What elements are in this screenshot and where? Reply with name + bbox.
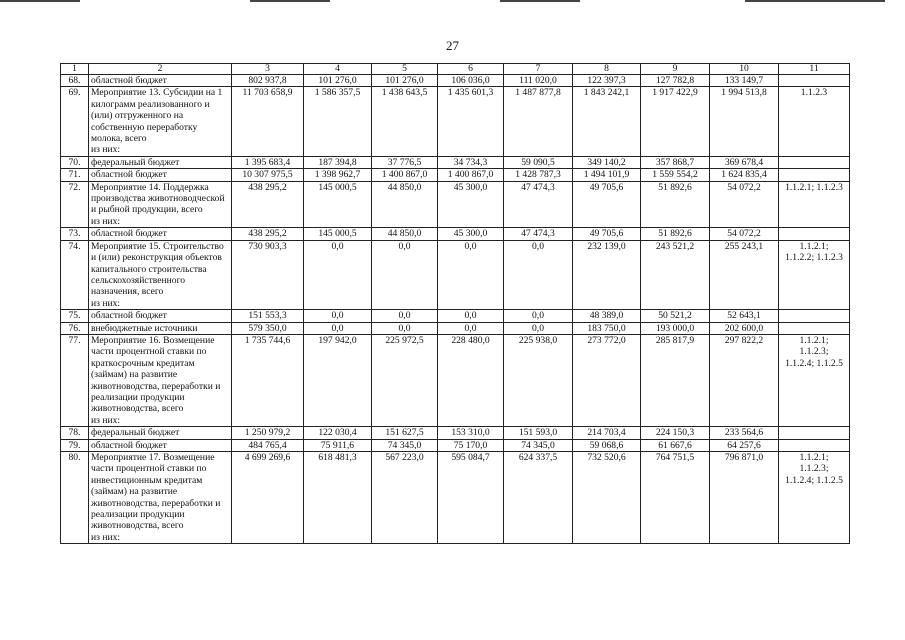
amount-cell: 51 892,6 xyxy=(641,181,710,228)
amount-cell: 0,0 xyxy=(438,322,504,334)
amount-cell: 127 782,8 xyxy=(641,75,710,87)
amount-cell: 1 559 554,2 xyxy=(641,169,710,181)
row-number-cell: 75. xyxy=(61,310,89,322)
table-row xyxy=(61,181,850,228)
amount-cell: 75 911,6 xyxy=(304,439,372,451)
amount-cell: 47 474,3 xyxy=(504,181,573,228)
amount-cell: 214 703,4 xyxy=(573,427,641,439)
indicator-code-cell xyxy=(779,322,850,334)
amount-cell: 438 295,2 xyxy=(232,228,304,240)
amount-cell: 579 350,0 xyxy=(232,322,304,334)
table-row xyxy=(61,240,850,309)
row-number-cell: 68. xyxy=(61,75,89,87)
column-header: 1 xyxy=(61,64,89,75)
amount-cell: 1 487 877,8 xyxy=(504,87,573,156)
activity-name-cell: Мероприятие 14. Поддержка производства животноводческой и рыбной продукции, всего из них: xyxy=(89,181,232,228)
indicator-code-cell: 1.1.2.1; 1.1.2.3; 1.1.2.4; 1.1.2.5 xyxy=(779,334,850,426)
row-number-cell: 70. xyxy=(61,156,89,168)
amount-cell: 796 871,0 xyxy=(710,452,779,544)
amount-cell: 1 398 962,7 xyxy=(304,169,372,181)
activity-name-cell: областной бюджет xyxy=(89,439,232,451)
amount-cell: 1 494 101,9 xyxy=(573,169,641,181)
table-body xyxy=(61,75,850,544)
amount-cell: 145 000,5 xyxy=(304,228,372,240)
activity-name-cell: Мероприятие 13. Субсидии на 1 килограмм реализованного и (или) отгруженного на собственную переработку молока, всего из них: xyxy=(89,87,232,156)
amount-cell: 151 553,3 xyxy=(232,310,304,322)
amount-cell: 11 703 658,9 xyxy=(232,87,304,156)
amount-cell: 225 938,0 xyxy=(504,334,573,426)
amount-cell: 45 300,0 xyxy=(438,228,504,240)
amount-cell: 202 600,0 xyxy=(710,322,779,334)
amount-cell: 122 030,4 xyxy=(304,427,372,439)
row-number-cell: 77. xyxy=(61,334,89,426)
amount-cell: 151 593,0 xyxy=(504,427,573,439)
amount-cell: 1 624 835,4 xyxy=(710,169,779,181)
table-row xyxy=(61,427,850,439)
amount-cell: 44 850,0 xyxy=(372,181,438,228)
amount-cell: 145 000,5 xyxy=(304,181,372,228)
row-number-cell: 71. xyxy=(61,169,89,181)
amount-cell: 0,0 xyxy=(438,310,504,322)
amount-cell: 1 843 242,1 xyxy=(573,87,641,156)
amount-cell: 1 917 422,9 xyxy=(641,87,710,156)
amount-cell: 101 276,0 xyxy=(304,75,372,87)
activity-name-cell: областной бюджет xyxy=(89,169,232,181)
amount-cell: 4 699 269,6 xyxy=(232,452,304,544)
amount-cell: 47 474,3 xyxy=(504,228,573,240)
amount-cell: 0,0 xyxy=(504,322,573,334)
column-header: 5 xyxy=(372,64,438,75)
amount-cell: 37 776,5 xyxy=(372,156,438,168)
budget-table xyxy=(60,63,850,544)
indicator-code-cell xyxy=(779,228,850,240)
amount-cell: 193 000,0 xyxy=(641,322,710,334)
amount-cell: 52 643,1 xyxy=(710,310,779,322)
column-header: 11 xyxy=(779,64,850,75)
amount-cell: 133 149,7 xyxy=(710,75,779,87)
amount-cell: 1 400 867,0 xyxy=(438,169,504,181)
column-header: 2 xyxy=(89,64,232,75)
table-row xyxy=(61,322,850,334)
table-row xyxy=(61,452,850,544)
amount-cell: 183 750,0 xyxy=(573,322,641,334)
amount-cell: 484 765,4 xyxy=(232,439,304,451)
amount-cell: 49 705,6 xyxy=(573,228,641,240)
activity-name-cell: областной бюджет xyxy=(89,228,232,240)
table-row xyxy=(61,87,850,156)
amount-cell: 357 868,7 xyxy=(641,156,710,168)
activity-name-cell: Мероприятие 16. Возмещение части процентной ставки по краткосрочным кредитам (займам) на развитие животноводства, переработки и реализации продукции животноводства, всего из них: xyxy=(89,334,232,426)
column-header: 3 xyxy=(232,64,304,75)
activity-name-cell: областной бюджет xyxy=(89,75,232,87)
row-number-cell: 78. xyxy=(61,427,89,439)
activity-name-cell: Мероприятие 15. Строительство и (или) реконструкция объектов капитального строительства сельскохозяйственного назначения, всего из них: xyxy=(89,240,232,309)
amount-cell: 228 480,0 xyxy=(438,334,504,426)
amount-cell: 802 937,8 xyxy=(232,75,304,87)
amount-cell: 1 395 683,4 xyxy=(232,156,304,168)
table-row xyxy=(61,334,850,426)
amount-cell: 75 170,0 xyxy=(438,439,504,451)
amount-cell: 74 345,0 xyxy=(504,439,573,451)
amount-cell: 122 397,3 xyxy=(573,75,641,87)
amount-cell: 59 090,5 xyxy=(504,156,573,168)
amount-cell: 44 850,0 xyxy=(372,228,438,240)
top-rule-right xyxy=(745,0,885,2)
row-number-cell: 73. xyxy=(61,228,89,240)
amount-cell: 1 438 643,5 xyxy=(372,87,438,156)
column-header: 8 xyxy=(573,64,641,75)
column-header: 10 xyxy=(710,64,779,75)
amount-cell: 111 020,0 xyxy=(504,75,573,87)
amount-cell: 595 084,7 xyxy=(438,452,504,544)
amount-cell: 273 772,0 xyxy=(573,334,641,426)
amount-cell: 106 036,0 xyxy=(438,75,504,87)
activity-name-cell: федеральный бюджет xyxy=(89,156,232,168)
amount-cell: 64 257,6 xyxy=(710,439,779,451)
amount-cell: 255 243,1 xyxy=(710,240,779,309)
amount-cell: 187 394,8 xyxy=(304,156,372,168)
table-row xyxy=(61,156,850,168)
page-number: 27 xyxy=(446,38,459,53)
amount-cell: 59 068,6 xyxy=(573,439,641,451)
amount-cell: 1 435 601,3 xyxy=(438,87,504,156)
amount-cell: 1 994 513,8 xyxy=(710,87,779,156)
indicator-code-cell: 1.1.2.1; 1.1.2.3 xyxy=(779,181,850,228)
row-number-cell: 69. xyxy=(61,87,89,156)
amount-cell: 0,0 xyxy=(372,310,438,322)
amount-cell: 285 817,9 xyxy=(641,334,710,426)
amount-cell: 297 822,2 xyxy=(710,334,779,426)
activity-name-cell: областной бюджет xyxy=(89,310,232,322)
amount-cell: 624 337,5 xyxy=(504,452,573,544)
amount-cell: 74 345,0 xyxy=(372,439,438,451)
row-number-cell: 74. xyxy=(61,240,89,309)
amount-cell: 45 300,0 xyxy=(438,181,504,228)
amount-cell: 0,0 xyxy=(304,310,372,322)
table-row xyxy=(61,310,850,322)
amount-cell: 61 667,6 xyxy=(641,439,710,451)
row-number-cell: 76. xyxy=(61,322,89,334)
amount-cell: 197 942,0 xyxy=(304,334,372,426)
amount-cell: 349 140,2 xyxy=(573,156,641,168)
activity-name-cell: федеральный бюджет xyxy=(89,427,232,439)
table-row xyxy=(61,75,850,87)
row-number-cell: 72. xyxy=(61,181,89,228)
indicator-code-cell xyxy=(779,169,850,181)
amount-cell: 1 735 744,6 xyxy=(232,334,304,426)
row-number-cell: 80. xyxy=(61,452,89,544)
amount-cell: 243 521,2 xyxy=(641,240,710,309)
amount-cell: 224 150,3 xyxy=(641,427,710,439)
amount-cell: 618 481,3 xyxy=(304,452,372,544)
amount-cell: 0,0 xyxy=(372,322,438,334)
column-header: 7 xyxy=(504,64,573,75)
amount-cell: 51 892,6 xyxy=(641,228,710,240)
amount-cell: 764 751,5 xyxy=(641,452,710,544)
indicator-code-cell xyxy=(779,439,850,451)
indicator-code-cell: 1.1.2.1; 1.1.2.3; 1.1.2.4; 1.1.2.5 xyxy=(779,452,850,544)
indicator-code-cell: 1.1.2.1; 1.1.2.2; 1.1.2.3 xyxy=(779,240,850,309)
amount-cell: 233 564,6 xyxy=(710,427,779,439)
amount-cell: 1 586 357,5 xyxy=(304,87,372,156)
top-rule-left xyxy=(0,0,80,2)
amount-cell: 54 072,2 xyxy=(710,181,779,228)
indicator-code-cell: 1.1.2.3 xyxy=(779,87,850,156)
amount-cell: 1 400 867,0 xyxy=(372,169,438,181)
column-header: 9 xyxy=(641,64,710,75)
indicator-code-cell xyxy=(779,310,850,322)
amount-cell: 232 139,0 xyxy=(573,240,641,309)
column-header: 4 xyxy=(304,64,372,75)
amount-cell: 730 903,3 xyxy=(232,240,304,309)
amount-cell: 0,0 xyxy=(304,322,372,334)
amount-cell: 34 734,3 xyxy=(438,156,504,168)
column-header: 6 xyxy=(438,64,504,75)
amount-cell: 0,0 xyxy=(504,310,573,322)
amount-cell: 1 250 979,2 xyxy=(232,427,304,439)
amount-cell: 1 428 787,3 xyxy=(504,169,573,181)
amount-cell: 10 307 975,5 xyxy=(232,169,304,181)
amount-cell: 567 223,0 xyxy=(372,452,438,544)
amount-cell: 49 705,6 xyxy=(573,181,641,228)
amount-cell: 54 072,2 xyxy=(710,228,779,240)
amount-cell: 0,0 xyxy=(504,240,573,309)
amount-cell: 732 520,6 xyxy=(573,452,641,544)
table-row xyxy=(61,169,850,181)
amount-cell: 0,0 xyxy=(304,240,372,309)
amount-cell: 48 389,0 xyxy=(573,310,641,322)
indicator-code-cell xyxy=(779,156,850,168)
indicator-code-cell xyxy=(779,427,850,439)
amount-cell: 225 972,5 xyxy=(372,334,438,426)
amount-cell: 151 627,5 xyxy=(372,427,438,439)
amount-cell: 50 521,2 xyxy=(641,310,710,322)
amount-cell: 101 276,0 xyxy=(372,75,438,87)
row-number-cell: 79. xyxy=(61,439,89,451)
amount-cell: 153 310,0 xyxy=(438,427,504,439)
column-number-row xyxy=(61,64,850,75)
top-rule-center-left xyxy=(250,0,330,2)
activity-name-cell: Мероприятие 17. Возмещение части процентной ставки по инвестиционным кредитам (займам) на развитие животноводства, переработки и реализации продукции животноводства, всего из них: xyxy=(89,452,232,544)
amount-cell: 369 678,4 xyxy=(710,156,779,168)
amount-cell: 0,0 xyxy=(438,240,504,309)
indicator-code-cell xyxy=(779,75,850,87)
activity-name-cell: внебюджетные источники xyxy=(89,322,232,334)
amount-cell: 0,0 xyxy=(372,240,438,309)
top-rule-center-right xyxy=(500,0,580,2)
table-row xyxy=(61,228,850,240)
amount-cell: 438 295,2 xyxy=(232,181,304,228)
table-row xyxy=(61,439,850,451)
